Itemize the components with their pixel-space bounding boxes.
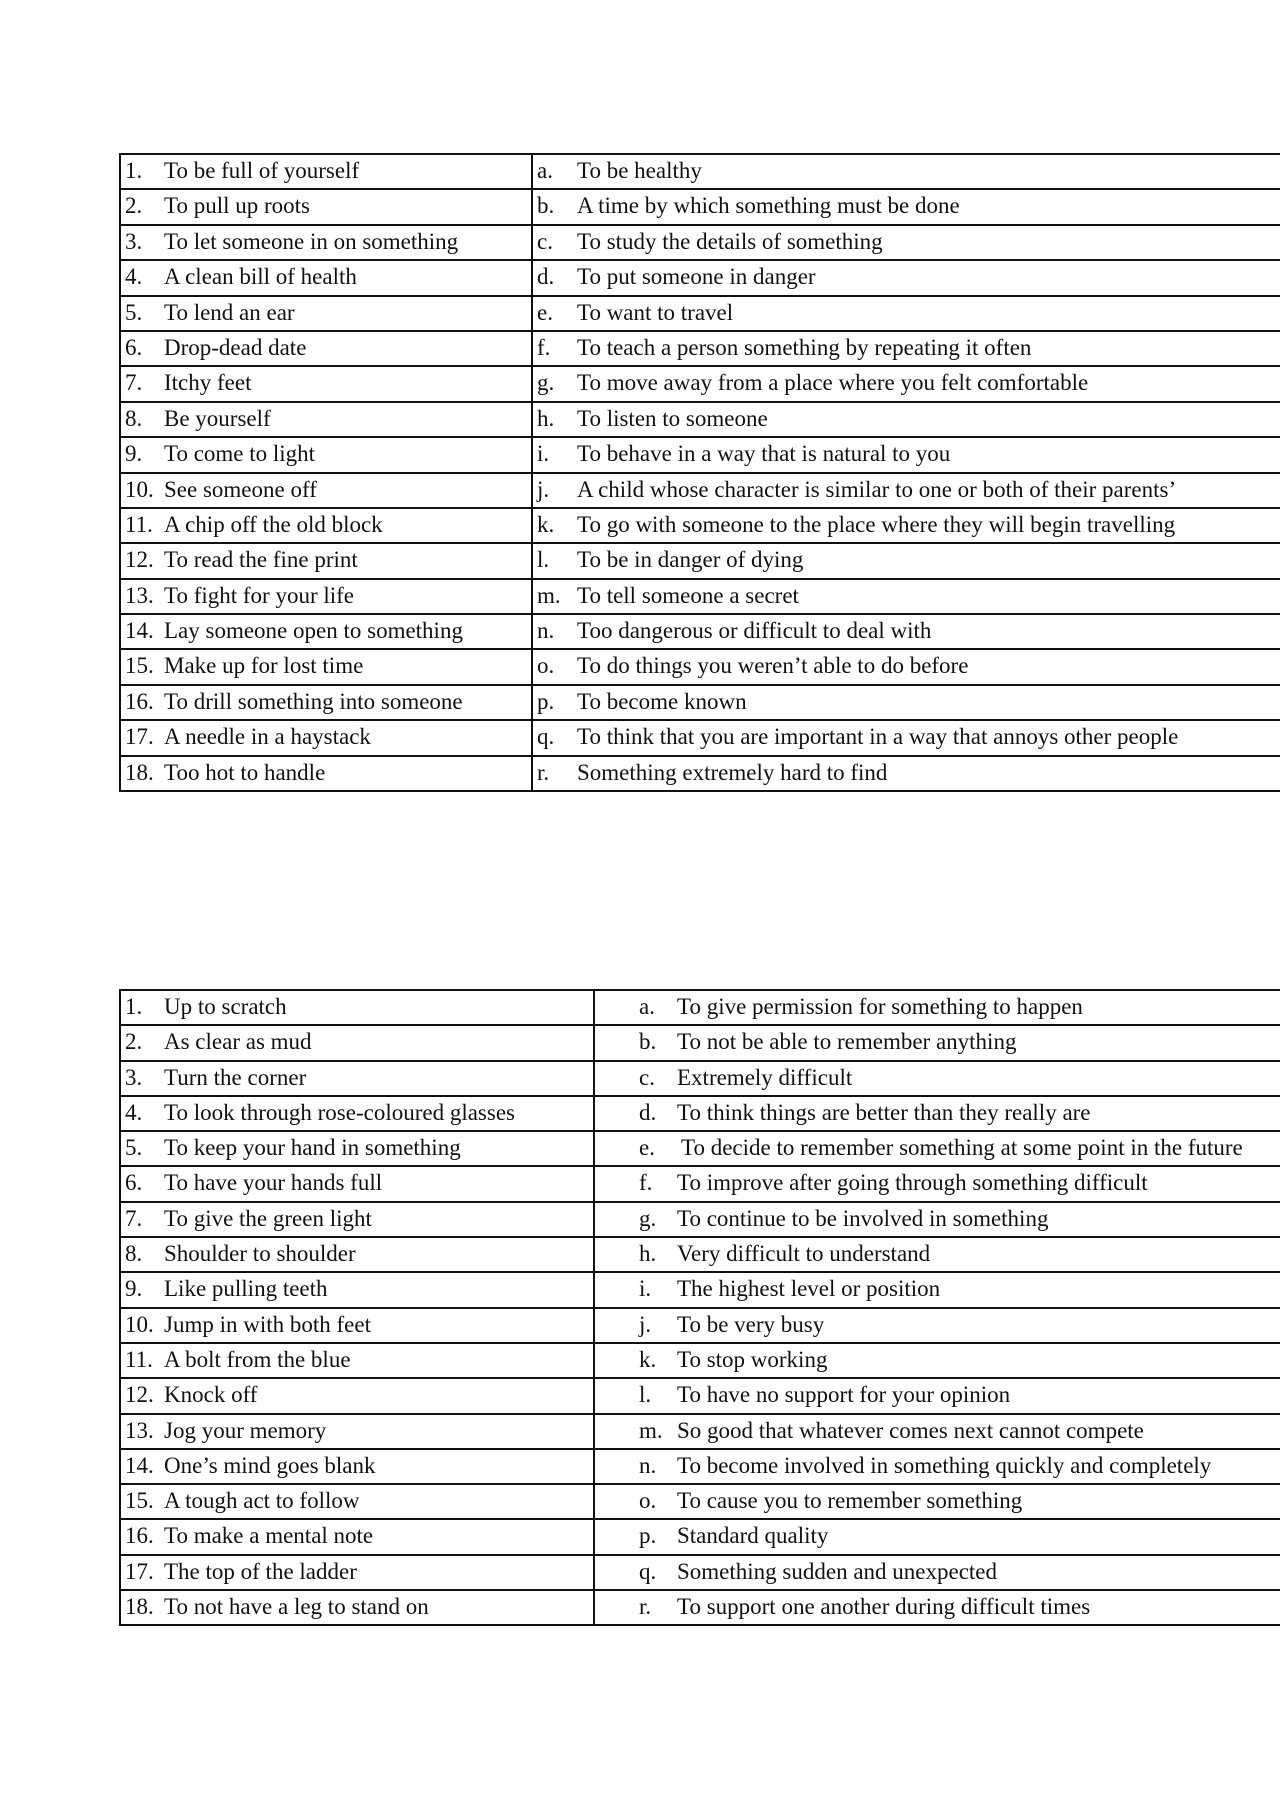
idiom-cell xyxy=(120,1025,594,1060)
meaning-cell xyxy=(532,685,1280,720)
idiom-number: 11. xyxy=(125,1346,153,1372)
table-row xyxy=(120,1237,1280,1272)
idiom-text: Drop-dead date xyxy=(164,334,307,360)
idiom-text: Lay someone open to something xyxy=(164,618,463,644)
meaning-cell xyxy=(532,720,1280,755)
meaning-letter: n. xyxy=(537,618,555,644)
meaning-text: To go with someone to the place where they will begin travelling xyxy=(577,511,1176,537)
idiom-number: 12. xyxy=(125,1382,154,1408)
meaning-text: To improve after going through something difficult xyxy=(677,1170,1148,1196)
idiom-text: Itchy feet xyxy=(164,370,252,396)
meaning-cell xyxy=(594,1519,1280,1554)
meaning-text: Standard quality xyxy=(677,1523,829,1549)
idiom-cell xyxy=(120,614,532,649)
meaning-cell xyxy=(594,1555,1280,1590)
meaning-text: To study the details of something xyxy=(577,228,883,254)
idiom-number: 15. xyxy=(125,653,154,679)
idiom-number: 9. xyxy=(125,1276,143,1302)
table-row xyxy=(120,649,1280,684)
table-row xyxy=(120,614,1280,649)
table-row xyxy=(120,402,1280,437)
meaning-cell xyxy=(532,189,1280,224)
meaning-letter: k. xyxy=(537,511,555,537)
idiom-cell xyxy=(120,1061,594,1096)
table-row xyxy=(120,1166,1280,1201)
meaning-cell xyxy=(594,1237,1280,1272)
idiom-cell xyxy=(120,685,532,720)
idiom-number: 11. xyxy=(125,511,153,537)
idiom-number: 10. xyxy=(125,1311,154,1337)
meaning-letter: e. xyxy=(537,299,553,325)
meaning-cell xyxy=(594,1096,1280,1131)
idiom-text: To fight for your life xyxy=(164,582,355,608)
idiom-text: Jog your memory xyxy=(164,1417,327,1443)
idiom-text: To look through rose-coloured glasses xyxy=(164,1099,515,1125)
idiom-text: To have your hands full xyxy=(164,1170,383,1196)
idiom-number: 3. xyxy=(125,1064,143,1090)
meaning-cell xyxy=(594,1202,1280,1237)
idiom-number: 4. xyxy=(125,1099,143,1125)
table-row xyxy=(120,685,1280,720)
meaning-cell xyxy=(532,225,1280,260)
idiom-cell xyxy=(120,402,532,437)
idiom-number: 18. xyxy=(125,1594,154,1620)
meaning-letter: g. xyxy=(639,1205,657,1231)
idiom-cell xyxy=(120,1414,594,1449)
meaning-cell xyxy=(532,649,1280,684)
meaning-text: Something sudden and unexpected xyxy=(677,1558,998,1584)
idiom-text: To come to light xyxy=(164,441,316,467)
table-1-body xyxy=(120,154,1280,791)
idiom-text: To not have a leg to stand on xyxy=(164,1594,429,1620)
meaning-text: To stop working xyxy=(677,1346,828,1372)
idiom-matching-table-1 xyxy=(119,153,1280,792)
table-row xyxy=(120,1555,1280,1590)
idiom-text: To pull up roots xyxy=(164,193,310,219)
table-row xyxy=(120,225,1280,260)
idiom-cell xyxy=(120,1590,594,1625)
meaning-letter: q. xyxy=(639,1558,657,1584)
meaning-text: Too dangerous or difficult to deal with xyxy=(577,618,932,644)
meaning-text: To become known xyxy=(577,688,747,714)
meaning-letter: c. xyxy=(639,1064,655,1090)
idiom-text: The top of the ladder xyxy=(164,1558,357,1584)
idiom-cell xyxy=(120,649,532,684)
idiom-text: Jump in with both feet xyxy=(164,1311,371,1337)
meaning-text: To do things you weren’t able to do before xyxy=(577,653,969,679)
meaning-cell xyxy=(532,543,1280,578)
table-row xyxy=(120,260,1280,295)
idiom-cell xyxy=(120,1378,594,1413)
meaning-letter: m. xyxy=(537,582,561,608)
meaning-cell xyxy=(594,1484,1280,1519)
idiom-cell xyxy=(120,1202,594,1237)
meaning-cell xyxy=(532,366,1280,401)
meaning-letter: p. xyxy=(537,688,555,714)
meaning-letter: g. xyxy=(537,370,555,396)
idiom-cell xyxy=(120,1449,594,1484)
meaning-cell xyxy=(594,1061,1280,1096)
table-row xyxy=(120,1378,1280,1413)
idiom-cell xyxy=(120,1555,594,1590)
meaning-cell xyxy=(594,1025,1280,1060)
idiom-number: 16. xyxy=(125,688,154,714)
meaning-text: To think things are better than they really are xyxy=(677,1099,1091,1125)
meaning-letter: d. xyxy=(639,1099,657,1125)
meaning-letter: f. xyxy=(639,1170,653,1196)
meaning-text: To behave in a way that is natural to you xyxy=(577,441,951,467)
idiom-cell xyxy=(120,1272,594,1307)
idiom-text: One’s mind goes blank xyxy=(164,1452,376,1478)
idiom-number: 4. xyxy=(125,264,143,290)
table-row xyxy=(120,1308,1280,1343)
idiom-text: To read the fine print xyxy=(164,547,358,573)
idiom-text: Shoulder to shoulder xyxy=(164,1241,356,1267)
idiom-cell xyxy=(120,1484,594,1519)
meaning-text: To have no support for your opinion xyxy=(677,1382,1011,1408)
idiom-cell xyxy=(120,1166,594,1201)
meaning-letter: a. xyxy=(537,158,553,183)
meaning-cell xyxy=(532,579,1280,614)
idiom-text: A needle in a haystack xyxy=(164,724,371,750)
idiom-cell xyxy=(120,473,532,508)
table-2-body xyxy=(120,990,1280,1625)
table-row xyxy=(120,437,1280,472)
table-row xyxy=(120,990,1280,1025)
table-row xyxy=(120,543,1280,578)
meaning-cell xyxy=(532,154,1280,189)
meaning-cell xyxy=(594,1343,1280,1378)
meaning-text: To be very busy xyxy=(677,1311,825,1337)
meaning-letter: i. xyxy=(537,441,550,467)
idiom-number: 14. xyxy=(125,1452,154,1478)
meaning-letter: m. xyxy=(639,1417,663,1443)
idiom-text: Knock off xyxy=(164,1382,258,1408)
idiom-number: 17. xyxy=(125,1558,154,1584)
idiom-cell xyxy=(120,1343,594,1378)
meaning-text: Extremely difficult xyxy=(677,1064,853,1090)
meaning-letter: b. xyxy=(537,193,555,219)
table-row xyxy=(120,1590,1280,1625)
table-row xyxy=(120,154,1280,189)
table-row xyxy=(120,756,1280,791)
table-row xyxy=(120,579,1280,614)
meaning-text: To decide to remember something at some point in the future xyxy=(681,1135,1243,1161)
idiom-number: 13. xyxy=(125,1417,154,1443)
idiom-number: 9. xyxy=(125,441,143,467)
table-row xyxy=(120,1025,1280,1060)
idiom-cell xyxy=(120,296,532,331)
table-row xyxy=(120,473,1280,508)
idiom-text: See someone off xyxy=(164,476,317,502)
table-row xyxy=(120,1061,1280,1096)
meaning-cell xyxy=(532,614,1280,649)
meaning-letter: l. xyxy=(639,1382,652,1408)
idiom-cell xyxy=(120,154,532,189)
meaning-text: To become involved in something quickly and completely xyxy=(677,1452,1212,1478)
idiom-number: 6. xyxy=(125,334,143,360)
meaning-cell xyxy=(532,756,1280,791)
meaning-text: To not be able to remember anything xyxy=(677,1029,1017,1055)
meaning-cell xyxy=(594,1590,1280,1625)
idiom-cell xyxy=(120,1519,594,1554)
table-row xyxy=(120,1414,1280,1449)
table-row xyxy=(120,1272,1280,1307)
meaning-letter: o. xyxy=(537,653,555,679)
idiom-cell xyxy=(120,260,532,295)
idiom-text: Turn the corner xyxy=(164,1064,307,1090)
meaning-text: To teach a person something by repeating it often xyxy=(577,334,1032,360)
idiom-number: 5. xyxy=(125,1135,143,1161)
meaning-letter: h. xyxy=(639,1241,657,1267)
idiom-number: 14. xyxy=(125,618,154,644)
meaning-cell xyxy=(594,1414,1280,1449)
idiom-cell xyxy=(120,756,532,791)
table-row xyxy=(120,296,1280,331)
meaning-text: To cause you to remember something xyxy=(677,1488,1023,1514)
idiom-number: 16. xyxy=(125,1523,154,1549)
meaning-letter: p. xyxy=(639,1523,657,1549)
meaning-letter: o. xyxy=(639,1488,657,1514)
meaning-letter: c. xyxy=(537,228,553,254)
idiom-number: 13. xyxy=(125,582,154,608)
meaning-cell xyxy=(594,1272,1280,1307)
table-row xyxy=(120,720,1280,755)
meaning-text: To give permission for something to happen xyxy=(677,994,1083,1019)
table-row xyxy=(120,1484,1280,1519)
table-row xyxy=(120,366,1280,401)
meaning-letter: k. xyxy=(639,1346,657,1372)
idiom-text: A tough act to follow xyxy=(164,1488,360,1514)
idiom-text: To make a mental note xyxy=(164,1523,374,1549)
meaning-letter: i. xyxy=(639,1276,652,1302)
idiom-text: To keep your hand in something xyxy=(164,1135,461,1161)
idiom-number: 18. xyxy=(125,759,154,785)
idiom-cell xyxy=(120,1308,594,1343)
meaning-cell xyxy=(532,473,1280,508)
meaning-text: To be in danger of dying xyxy=(577,547,804,573)
meaning-cell xyxy=(532,437,1280,472)
table-row xyxy=(120,1202,1280,1237)
meaning-letter: l. xyxy=(537,547,550,573)
meaning-text: To move away from a place where you felt comfortable xyxy=(577,370,1089,396)
meaning-cell xyxy=(532,331,1280,366)
idiom-cell xyxy=(120,990,594,1025)
meaning-letter: b. xyxy=(639,1029,657,1055)
idiom-number: 7. xyxy=(125,1205,143,1231)
idiom-number: 8. xyxy=(125,1241,143,1267)
meaning-cell xyxy=(594,1131,1280,1166)
meaning-cell xyxy=(532,508,1280,543)
meaning-text: To support one another during difficult times xyxy=(677,1594,1091,1620)
meaning-letter: r. xyxy=(537,759,550,785)
meaning-text: To tell someone a secret xyxy=(577,582,799,608)
idiom-text: As clear as mud xyxy=(164,1029,312,1055)
idiom-cell xyxy=(120,579,532,614)
idiom-text: Too hot to handle xyxy=(164,759,326,785)
idiom-cell xyxy=(120,189,532,224)
idiom-cell xyxy=(120,1237,594,1272)
idiom-cell xyxy=(120,508,532,543)
table-row xyxy=(120,508,1280,543)
idiom-cell xyxy=(120,437,532,472)
meaning-text: To be healthy xyxy=(577,158,702,183)
meaning-cell xyxy=(594,1166,1280,1201)
table-row xyxy=(120,1343,1280,1378)
table-row xyxy=(120,1519,1280,1554)
table-row xyxy=(120,1096,1280,1131)
meaning-text: A time by which something must be done xyxy=(577,193,960,219)
table-row xyxy=(120,189,1280,224)
table-row xyxy=(120,331,1280,366)
meaning-text: To think that you are important in a way that annoys other people xyxy=(577,724,1179,750)
idiom-number: 17. xyxy=(125,724,154,750)
meaning-text: The highest level or position xyxy=(677,1276,941,1302)
idiom-cell xyxy=(120,331,532,366)
idiom-text: Be yourself xyxy=(164,405,271,431)
idiom-number: 1. xyxy=(125,158,143,183)
idiom-text: A clean bill of health xyxy=(164,264,357,290)
idiom-text: Make up for lost time xyxy=(164,653,364,679)
table-row xyxy=(120,1131,1280,1166)
idiom-cell xyxy=(120,543,532,578)
meaning-letter: a. xyxy=(639,994,655,1019)
meaning-text: To listen to someone xyxy=(577,405,768,431)
idiom-number: 8. xyxy=(125,405,143,431)
idiom-text: A chip off the old block xyxy=(164,511,383,537)
idiom-number: 5. xyxy=(125,299,143,325)
idiom-number: 3. xyxy=(125,228,143,254)
meaning-letter: q. xyxy=(537,724,555,750)
idiom-cell xyxy=(120,366,532,401)
idiom-text: To let someone in on something xyxy=(164,228,459,254)
meaning-letter: f. xyxy=(537,334,551,360)
idiom-number: 10. xyxy=(125,476,154,502)
idiom-cell xyxy=(120,1096,594,1131)
meaning-cell xyxy=(594,1308,1280,1343)
meaning-cell xyxy=(594,1378,1280,1413)
meaning-text: Something extremely hard to find xyxy=(577,759,888,785)
idiom-matching-table-2 xyxy=(119,989,1280,1626)
meaning-text: To put someone in danger xyxy=(577,264,816,290)
idiom-text: To be full of yourself xyxy=(164,158,360,183)
meaning-cell xyxy=(532,296,1280,331)
table-row xyxy=(120,1449,1280,1484)
meaning-text: To want to travel xyxy=(577,299,734,325)
meaning-text: A child whose character is similar to one or both of their parents’ xyxy=(577,476,1177,502)
idiom-text: A bolt from the blue xyxy=(164,1346,351,1372)
idiom-cell xyxy=(120,720,532,755)
idiom-number: 7. xyxy=(125,370,143,396)
idiom-text: Like pulling teeth xyxy=(164,1276,328,1302)
meaning-text: To continue to be involved in something xyxy=(677,1205,1049,1231)
idiom-text: To drill something into someone xyxy=(164,688,463,714)
idiom-cell xyxy=(120,225,532,260)
meaning-letter: d. xyxy=(537,264,555,290)
meaning-text: Very difficult to understand xyxy=(677,1241,931,1267)
idiom-number: 1. xyxy=(125,994,143,1019)
meaning-cell xyxy=(532,260,1280,295)
meaning-cell xyxy=(594,990,1280,1025)
meaning-letter: r. xyxy=(639,1594,652,1620)
meaning-text: So good that whatever comes next cannot compete xyxy=(677,1417,1144,1443)
idiom-number: 6. xyxy=(125,1170,143,1196)
idiom-number: 12. xyxy=(125,547,154,573)
idiom-text: To give the green light xyxy=(164,1205,372,1231)
idiom-text: To lend an ear xyxy=(164,299,295,325)
meaning-cell xyxy=(532,402,1280,437)
meaning-letter: e. xyxy=(639,1135,655,1161)
idiom-cell xyxy=(120,1131,594,1166)
meaning-cell xyxy=(594,1449,1280,1484)
idiom-number: 2. xyxy=(125,1029,143,1055)
meaning-letter: h. xyxy=(537,405,555,431)
idiom-text: Up to scratch xyxy=(164,994,287,1019)
meaning-letter: j. xyxy=(537,476,550,502)
idiom-number: 15. xyxy=(125,1488,154,1514)
meaning-letter: j. xyxy=(639,1311,652,1337)
meaning-letter: n. xyxy=(639,1452,657,1478)
idiom-number: 2. xyxy=(125,193,143,219)
